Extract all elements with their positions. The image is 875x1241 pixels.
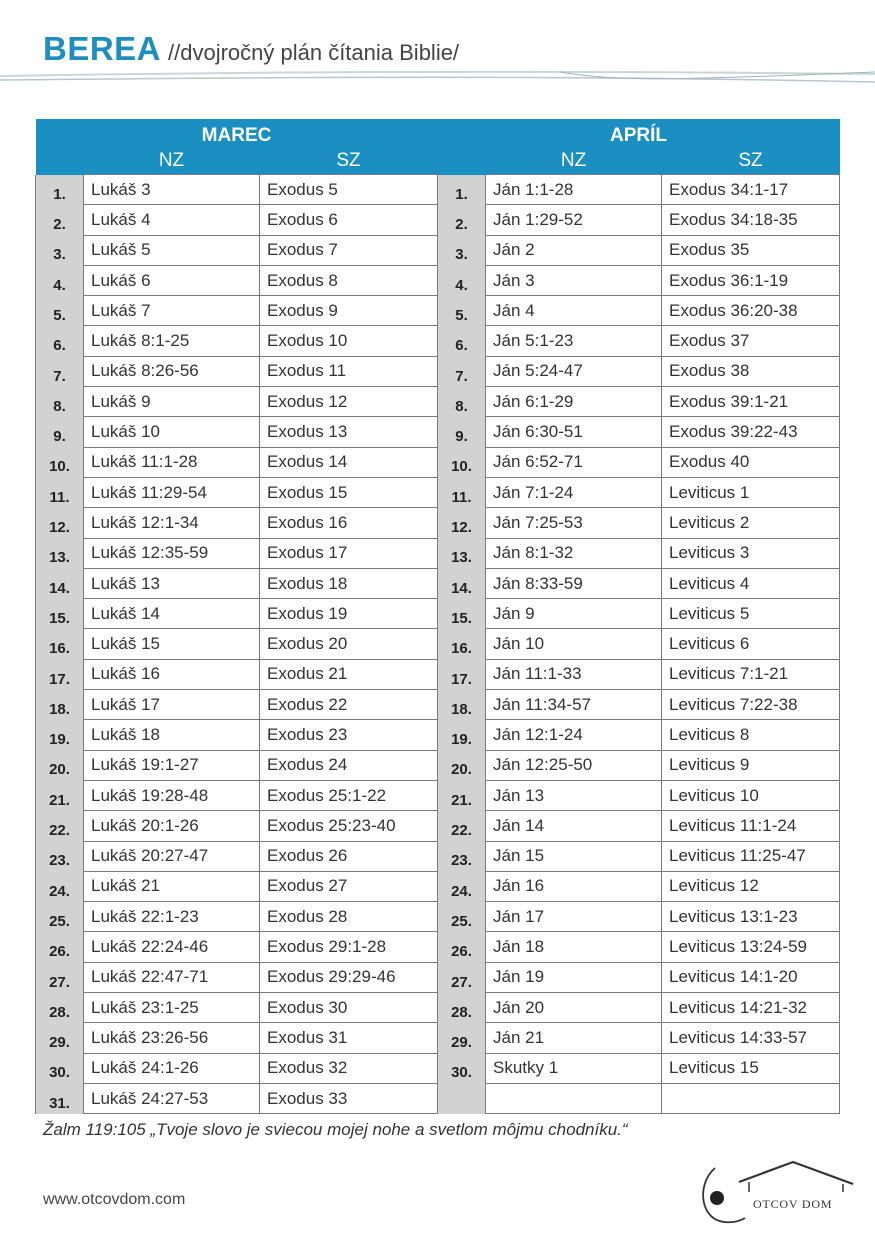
table-row: [36, 993, 840, 1023]
march-day-number: 2.: [36, 205, 84, 235]
table-row: [36, 235, 840, 265]
march-nz-reading: Lukáš 11:1-28: [84, 447, 260, 477]
march-sz-reading: Exodus 13: [260, 417, 438, 447]
april-day-number: [438, 1083, 486, 1113]
testament-header-row: [36, 147, 840, 175]
march-sz-reading: Exodus 24: [260, 750, 438, 780]
brand-title: BEREA: [43, 30, 162, 67]
march-sz-reading: Exodus 25:1-22: [260, 780, 438, 810]
march-day-number: 7.: [36, 356, 84, 386]
march-nz-reading: Lukáš 8:26-56: [84, 356, 260, 386]
april-day-number: 4.: [438, 265, 486, 295]
april-nz-reading: [486, 1083, 662, 1113]
april-nz-reading: Ján 5:24-47: [486, 356, 662, 386]
march-day-number: 14.: [36, 568, 84, 598]
march-sz-reading: Exodus 29:1-28: [260, 932, 438, 962]
column-header-nz: NZ: [486, 147, 662, 175]
march-sz-reading: Exodus 10: [260, 326, 438, 356]
march-nz-reading: Lukáš 16: [84, 659, 260, 689]
march-sz-reading: Exodus 20: [260, 629, 438, 659]
march-day-number: 19.: [36, 720, 84, 750]
april-nz-reading: Ján 13: [486, 780, 662, 810]
march-day-number: 31.: [36, 1083, 84, 1113]
april-nz-reading: Ján 10: [486, 629, 662, 659]
april-day-number: 20.: [438, 750, 486, 780]
april-day-number: 16.: [438, 629, 486, 659]
april-sz-reading: Leviticus 2: [662, 508, 840, 538]
march-sz-reading: Exodus 14: [260, 447, 438, 477]
march-sz-reading: Exodus 26: [260, 841, 438, 871]
april-sz-reading: Leviticus 12: [662, 871, 840, 901]
april-day-number: 29.: [438, 1023, 486, 1053]
month-header-march: MAREC: [36, 119, 438, 147]
april-sz-reading: Leviticus 11:25-47: [662, 841, 840, 871]
table-row: [36, 265, 840, 295]
march-nz-reading: Lukáš 17: [84, 690, 260, 720]
april-day-number: 24.: [438, 871, 486, 901]
month-header-row: [36, 119, 840, 147]
march-nz-reading: Lukáš 5: [84, 235, 260, 265]
march-nz-reading: Lukáš 24:27-53: [84, 1083, 260, 1113]
april-day-number: 5.: [438, 296, 486, 326]
march-nz-reading: Lukáš 10: [84, 417, 260, 447]
table-row: [36, 599, 840, 629]
table-row: [36, 871, 840, 901]
april-sz-reading: Leviticus 14:33-57: [662, 1023, 840, 1053]
april-day-number: 2.: [438, 205, 486, 235]
april-day-number: 13.: [438, 538, 486, 568]
april-nz-reading: Ján 15: [486, 841, 662, 871]
april-sz-reading: Leviticus 8: [662, 720, 840, 750]
blank-header-cell: [36, 147, 84, 175]
april-nz-reading: Ján 2: [486, 235, 662, 265]
table-row: [36, 690, 840, 720]
april-day-number: 18.: [438, 690, 486, 720]
april-day-number: 27.: [438, 962, 486, 992]
march-sz-reading: Exodus 15: [260, 477, 438, 507]
march-sz-reading: Exodus 6: [260, 205, 438, 235]
march-nz-reading: Lukáš 14: [84, 599, 260, 629]
april-nz-reading: Ján 8:1-32: [486, 538, 662, 568]
march-sz-reading: Exodus 29:29-46: [260, 962, 438, 992]
april-day-number: 6.: [438, 326, 486, 356]
april-sz-reading: Leviticus 5: [662, 599, 840, 629]
table-row: [36, 568, 840, 598]
header-swoosh-decoration: [0, 60, 875, 90]
table-row: [36, 447, 840, 477]
march-day-number: 23.: [36, 841, 84, 871]
table-row: [36, 417, 840, 447]
april-nz-reading: Skutky 1: [486, 1053, 662, 1083]
april-sz-reading: Exodus 39:1-21: [662, 387, 840, 417]
april-nz-reading: Ján 6:30-51: [486, 417, 662, 447]
april-nz-reading: Ján 6:52-71: [486, 447, 662, 477]
column-header-nz: NZ: [84, 147, 260, 175]
table-row: [36, 932, 840, 962]
otcov-dom-logo: [697, 1158, 857, 1226]
month-header-april: APRÍL: [438, 119, 840, 147]
column-header-sz: SZ: [662, 147, 840, 175]
march-day-number: 6.: [36, 326, 84, 356]
march-nz-reading: Lukáš 19:1-27: [84, 750, 260, 780]
april-sz-reading: Leviticus 14:21-32: [662, 993, 840, 1023]
april-day-number: 22.: [438, 811, 486, 841]
april-day-number: 14.: [438, 568, 486, 598]
march-sz-reading: Exodus 5: [260, 175, 438, 205]
march-day-number: 16.: [36, 629, 84, 659]
march-sz-reading: Exodus 33: [260, 1083, 438, 1113]
march-day-number: 15.: [36, 599, 84, 629]
table-row: [36, 962, 840, 992]
march-nz-reading: Lukáš 21: [84, 871, 260, 901]
march-nz-reading: Lukáš 20:27-47: [84, 841, 260, 871]
reading-plan-table: [35, 119, 840, 1114]
blank-header-cell: [438, 147, 486, 175]
april-day-number: 17.: [438, 659, 486, 689]
march-nz-reading: Lukáš 11:29-54: [84, 477, 260, 507]
table-row: [36, 296, 840, 326]
march-sz-reading: Exodus 22: [260, 690, 438, 720]
april-sz-reading: Exodus 35: [662, 235, 840, 265]
table-row: [36, 1083, 840, 1113]
website-link[interactable]: www.otcovdom.com: [43, 1191, 186, 1208]
april-day-number: 12.: [438, 508, 486, 538]
march-sz-reading: Exodus 16: [260, 508, 438, 538]
april-day-number: 11.: [438, 477, 486, 507]
april-day-number: 3.: [438, 235, 486, 265]
april-sz-reading: Leviticus 14:1-20: [662, 962, 840, 992]
april-nz-reading: Ján 12:1-24: [486, 720, 662, 750]
april-nz-reading: Ján 1:29-52: [486, 205, 662, 235]
april-sz-reading: Leviticus 7:1-21: [662, 659, 840, 689]
march-day-number: 3.: [36, 235, 84, 265]
page-header: [0, 0, 875, 90]
march-sz-reading: Exodus 19: [260, 599, 438, 629]
april-nz-reading: Ján 4: [486, 296, 662, 326]
april-sz-reading: Leviticus 13:1-23: [662, 902, 840, 932]
march-day-number: 13.: [36, 538, 84, 568]
march-day-number: 20.: [36, 750, 84, 780]
march-day-number: 24.: [36, 871, 84, 901]
table-row: [36, 902, 840, 932]
march-nz-reading: Lukáš 6: [84, 265, 260, 295]
april-sz-reading: Leviticus 9: [662, 750, 840, 780]
march-nz-reading: Lukáš 12:35-59: [84, 538, 260, 568]
reading-plan-body: [36, 175, 840, 1114]
table-row: [36, 780, 840, 810]
march-day-number: 30.: [36, 1053, 84, 1083]
march-nz-reading: Lukáš 24:1-26: [84, 1053, 260, 1083]
march-day-number: 25.: [36, 902, 84, 932]
march-sz-reading: Exodus 7: [260, 235, 438, 265]
table-row: [36, 508, 840, 538]
march-day-number: 26.: [36, 932, 84, 962]
march-day-number: 4.: [36, 265, 84, 295]
march-day-number: 1.: [36, 175, 84, 205]
april-sz-reading: Leviticus 4: [662, 568, 840, 598]
march-sz-reading: Exodus 18: [260, 568, 438, 598]
april-day-number: 25.: [438, 902, 486, 932]
march-sz-reading: Exodus 17: [260, 538, 438, 568]
table-row: [36, 477, 840, 507]
april-sz-reading: Leviticus 13:24-59: [662, 932, 840, 962]
april-day-number: 8.: [438, 387, 486, 417]
march-day-number: 21.: [36, 780, 84, 810]
table-row: [36, 326, 840, 356]
table-row: [36, 1023, 840, 1053]
april-day-number: 28.: [438, 993, 486, 1023]
march-day-number: 22.: [36, 811, 84, 841]
april-day-number: 26.: [438, 932, 486, 962]
april-sz-reading: Leviticus 3: [662, 538, 840, 568]
april-sz-reading: Leviticus 15: [662, 1053, 840, 1083]
column-header-sz: SZ: [260, 147, 438, 175]
march-sz-reading: Exodus 8: [260, 265, 438, 295]
april-sz-reading: Exodus 34:18-35: [662, 205, 840, 235]
table-row: [36, 538, 840, 568]
march-sz-reading: Exodus 12: [260, 387, 438, 417]
table-row: [36, 387, 840, 417]
april-day-number: 1.: [438, 175, 486, 205]
march-nz-reading: Lukáš 20:1-26: [84, 811, 260, 841]
april-nz-reading: Ján 12:25-50: [486, 750, 662, 780]
april-sz-reading: Exodus 38: [662, 356, 840, 386]
table-row: [36, 659, 840, 689]
april-nz-reading: Ján 3: [486, 265, 662, 295]
april-sz-reading: Exodus 37: [662, 326, 840, 356]
april-day-number: 10.: [438, 447, 486, 477]
march-nz-reading: Lukáš 22:1-23: [84, 902, 260, 932]
psalm-quote: Žalm 119:105 „Tvoje slovo je sviecou mojej nohe a svetlom môjmu chodníku.“: [43, 1120, 628, 1139]
march-day-number: 5.: [36, 296, 84, 326]
march-sz-reading: Exodus 32: [260, 1053, 438, 1083]
march-nz-reading: Lukáš 13: [84, 568, 260, 598]
april-sz-reading: Leviticus 1: [662, 477, 840, 507]
march-nz-reading: Lukáš 23:1-25: [84, 993, 260, 1023]
table-row: [36, 629, 840, 659]
march-sz-reading: Exodus 27: [260, 871, 438, 901]
march-sz-reading: Exodus 21: [260, 659, 438, 689]
march-sz-reading: Exodus 23: [260, 720, 438, 750]
march-nz-reading: Lukáš 15: [84, 629, 260, 659]
march-nz-reading: Lukáš 8:1-25: [84, 326, 260, 356]
march-day-number: 17.: [36, 659, 84, 689]
april-sz-reading: Exodus 39:22-43: [662, 417, 840, 447]
march-nz-reading: Lukáš 22:24-46: [84, 932, 260, 962]
march-day-number: 11.: [36, 477, 84, 507]
april-nz-reading: Ján 8:33-59: [486, 568, 662, 598]
march-sz-reading: Exodus 28: [260, 902, 438, 932]
march-sz-reading: Exodus 25:23-40: [260, 811, 438, 841]
march-day-number: 8.: [36, 387, 84, 417]
april-sz-reading: Leviticus 6: [662, 629, 840, 659]
april-day-number: 30.: [438, 1053, 486, 1083]
march-day-number: 12.: [36, 508, 84, 538]
april-sz-reading: Leviticus 7:22-38: [662, 690, 840, 720]
april-sz-reading: Exodus 40: [662, 447, 840, 477]
table-row: [36, 1053, 840, 1083]
april-nz-reading: Ján 20: [486, 993, 662, 1023]
march-day-number: 29.: [36, 1023, 84, 1053]
march-sz-reading: Exodus 31: [260, 1023, 438, 1053]
march-sz-reading: Exodus 9: [260, 296, 438, 326]
plan-subtitle: //dvojročný plán čítania Biblie/: [168, 40, 460, 65]
march-day-number: 9.: [36, 417, 84, 447]
april-nz-reading: Ján 19: [486, 962, 662, 992]
april-sz-reading: Exodus 34:1-17: [662, 175, 840, 205]
table-row: [36, 356, 840, 386]
march-nz-reading: Lukáš 7: [84, 296, 260, 326]
april-day-number: 21.: [438, 780, 486, 810]
march-day-number: 28.: [36, 993, 84, 1023]
april-day-number: 23.: [438, 841, 486, 871]
table-row: [36, 811, 840, 841]
april-nz-reading: Ján 21: [486, 1023, 662, 1053]
march-nz-reading: Lukáš 9: [84, 387, 260, 417]
march-day-number: 27.: [36, 962, 84, 992]
april-day-number: 7.: [438, 356, 486, 386]
april-nz-reading: Ján 17: [486, 902, 662, 932]
april-nz-reading: Ján 11:34-57: [486, 690, 662, 720]
march-sz-reading: Exodus 30: [260, 993, 438, 1023]
april-sz-reading: Exodus 36:20-38: [662, 296, 840, 326]
table-row: [36, 841, 840, 871]
table-row: [36, 205, 840, 235]
april-nz-reading: Ján 16: [486, 871, 662, 901]
table-row: [36, 175, 840, 205]
april-sz-reading: Leviticus 11:1-24: [662, 811, 840, 841]
april-nz-reading: Ján 7:1-24: [486, 477, 662, 507]
april-day-number: 9.: [438, 417, 486, 447]
april-nz-reading: Ján 1:1-28: [486, 175, 662, 205]
april-nz-reading: Ján 6:1-29: [486, 387, 662, 417]
march-nz-reading: Lukáš 19:28-48: [84, 780, 260, 810]
table-row: [36, 720, 840, 750]
march-nz-reading: Lukáš 4: [84, 205, 260, 235]
april-sz-reading: Exodus 36:1-19: [662, 265, 840, 295]
april-sz-reading: Leviticus 10: [662, 780, 840, 810]
march-nz-reading: Lukáš 22:47-71: [84, 962, 260, 992]
march-nz-reading: Lukáš 12:1-34: [84, 508, 260, 538]
april-day-number: 15.: [438, 599, 486, 629]
march-nz-reading: Lukáš 3: [84, 175, 260, 205]
april-nz-reading: Ján 7:25-53: [486, 508, 662, 538]
svg-text:OTCOV DOM: OTCOV DOM: [753, 1197, 833, 1211]
april-sz-reading: [662, 1083, 840, 1113]
april-nz-reading: Ján 11:1-33: [486, 659, 662, 689]
march-sz-reading: Exodus 11: [260, 356, 438, 386]
april-nz-reading: Ján 5:1-23: [486, 326, 662, 356]
march-nz-reading: Lukáš 18: [84, 720, 260, 750]
march-day-number: 10.: [36, 447, 84, 477]
march-nz-reading: Lukáš 23:26-56: [84, 1023, 260, 1053]
april-day-number: 19.: [438, 720, 486, 750]
march-day-number: 18.: [36, 690, 84, 720]
april-nz-reading: Ján 14: [486, 811, 662, 841]
april-nz-reading: Ján 18: [486, 932, 662, 962]
table-row: [36, 750, 840, 780]
april-nz-reading: Ján 9: [486, 599, 662, 629]
